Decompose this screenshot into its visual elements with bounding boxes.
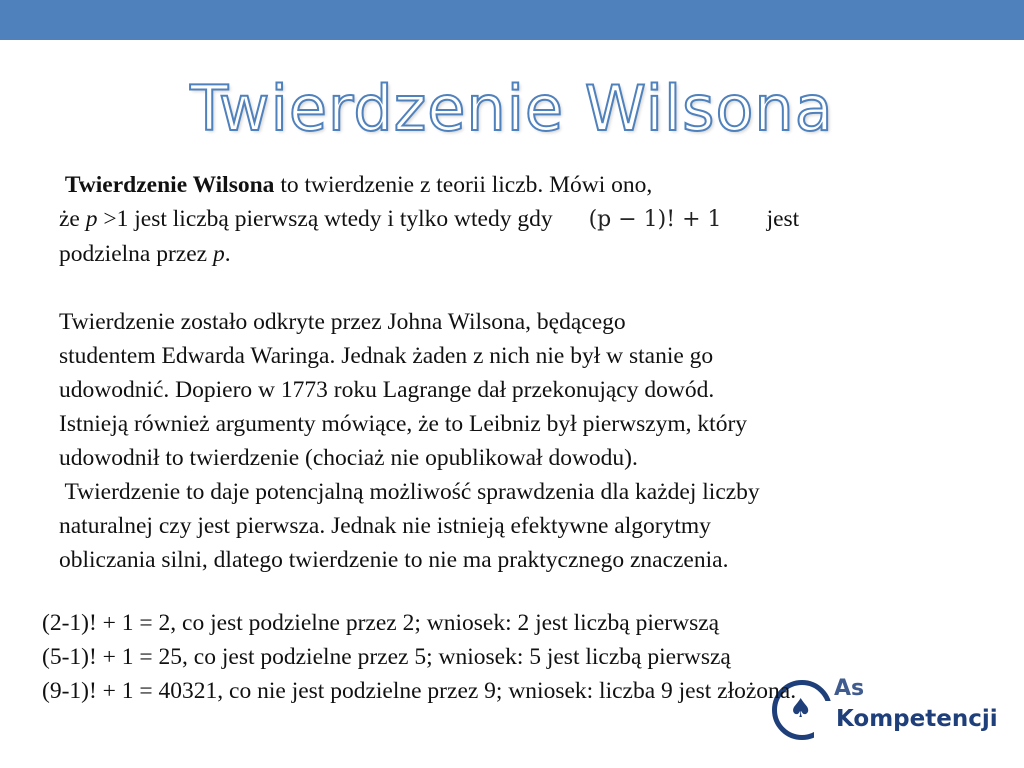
variable-p: p bbox=[212, 241, 225, 267]
spade-icon: ♠ bbox=[789, 694, 813, 724]
slide-title: Twierdzenie Wilsona bbox=[190, 72, 834, 145]
text: że bbox=[59, 206, 86, 232]
logo-prefix: As bbox=[834, 676, 865, 701]
text: . bbox=[224, 241, 231, 267]
paragraph-gap bbox=[59, 271, 979, 305]
text: jest bbox=[766, 206, 800, 232]
text: to twierdzenie z teorii liczb. Mówi ono, bbox=[274, 172, 653, 198]
example-line: (2-1)! + 1 = 2, co jest podzielne przez 2; wniosek: 2 jest liczbą pierwszą bbox=[42, 610, 720, 636]
example-line: (5-1)! + 1 = 25, co jest podzielne przez 5; wniosek: 5 jest liczbą pierwszą bbox=[42, 644, 731, 670]
paragraph-2-line-7: naturalnej czy jest pierwsza. Jednak nie istnieją efektywne algorytmy bbox=[59, 513, 711, 539]
paragraph-1-line-2 bbox=[59, 202, 979, 237]
paragraph-1-line-1 bbox=[59, 168, 979, 202]
variable-p: p bbox=[85, 206, 98, 232]
paragraph-2-line-3: udowodnić. Dopiero w 1773 roku Lagrange dał przekonujący dowód. bbox=[59, 377, 715, 403]
text: >1 jest liczbą pierwszą wtedy i tylko wtedy gdy bbox=[97, 206, 553, 232]
example-line: (9-1)! + 1 = 40321, co nie jest podzielne przez 9; wniosek: liczba 9 jest złożona. bbox=[42, 678, 797, 704]
paragraph-2-line-2: studentem Edwarda Waringa. Jednak żaden z nich nie był w stanie go bbox=[59, 343, 714, 369]
paragraph-2-line-8: obliczania silni, dlatego twierdzenie to nie ma praktycznego znaczenia. bbox=[59, 547, 729, 573]
wilson-formula: (p − 1)! + 1 bbox=[588, 207, 722, 232]
top-accent-bar bbox=[0, 0, 1024, 40]
logo-name: Kompetencji bbox=[836, 706, 998, 732]
examples-list bbox=[42, 606, 1002, 708]
paragraph-2-line-6: Twierdzenie to daje potencjalną możliwość sprawdzenia dla każdej liczby bbox=[59, 479, 760, 505]
paragraph-2-line-4: Istnieją również argumenty mówiące, że to Leibniz był pierwszym, który bbox=[59, 411, 748, 437]
paragraph-2-line-1: Twierdzenie zostało odkryte przez Johna Wilsona, będącego bbox=[59, 309, 626, 335]
slide-body bbox=[59, 168, 979, 577]
bold-term: Twierdzenie Wilsona bbox=[64, 172, 275, 198]
paragraph-1-line-3 bbox=[59, 237, 979, 271]
text: podzielna przez bbox=[59, 241, 213, 267]
paragraph-2-line-5: udowodnił to twierdzenie (chociaż nie opublikował dowodu). bbox=[59, 445, 638, 471]
